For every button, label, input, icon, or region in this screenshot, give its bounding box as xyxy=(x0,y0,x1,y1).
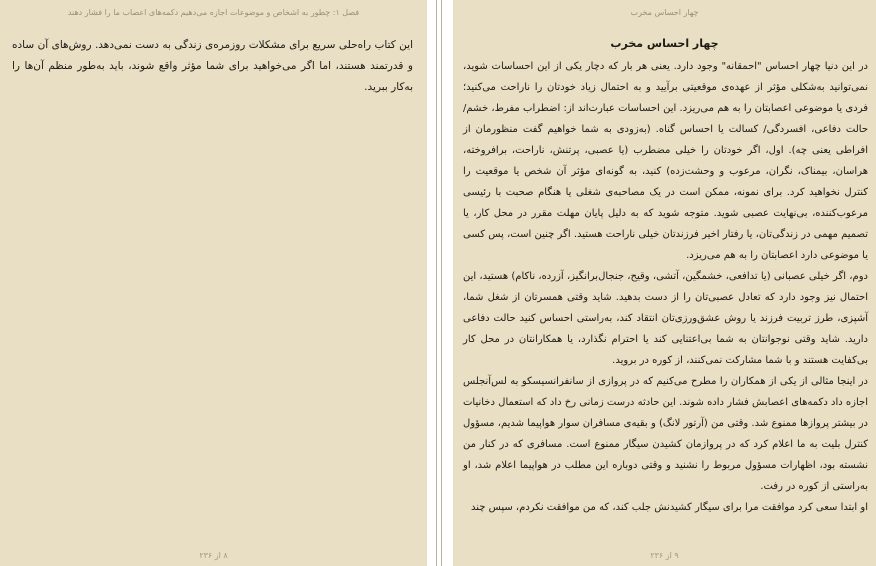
right-page-body xyxy=(463,56,868,518)
gutter-divider-left xyxy=(436,0,437,566)
right-page-number: ۹ از ۲۳۶ xyxy=(650,551,679,560)
left-page-header: فصل ۱: چطور به اشخاص و موضوعات اجازه می‌دهیم دکمه‌های اعصاب ما را فشار دهند xyxy=(67,8,360,17)
chapter-title: چهار احساس مخرب xyxy=(610,37,719,50)
left-page-body xyxy=(12,35,413,98)
right-page-header: چهار احساس مخرب xyxy=(630,8,699,17)
gutter-divider-right xyxy=(441,0,442,566)
paragraph-3: در اینجا مثالی از یکی از همکاران را مطرح می‌کنیم که در پروازی از سانفرانسیسکو به لس‌آنجلس اجازه داد دکمه‌های اعصابش فشار داده شوند. این حادثه درست زمانی رخ داد که استعمال دخانیات در بیشتر پروازها ممنوع شد. وقتی من (آرتور لانگ) و بقیه‌ی مسافران سوار هواپیما شدیم، مسؤول کنترل بلیت به ما اعلام کرد که در پروازمان کشیدن سیگار ممنوع است. مسافری که در کنار من نشسته بود، اظهارات مسؤول مربوط را نشنید و وقتی دوباره این مطلب در هواپیما اعلام شد، او به‌راستی از کوره در رفت. xyxy=(463,376,868,492)
left-page xyxy=(0,0,427,566)
paragraph-2: دوم، اگر خیلی عصبانی (یا تدافعی، خشمگین، آتشی، وقیح، جنجال‌برانگیز، آزرده، ناکام) هستید، این احتمال نیز وجود دارد که تعادل عصبی‌تان را از دست بدهید. شاید وقتی همسرتان از شغل شما، آشپزی، طرز تربیت فرزند یا روش عشق‌ورزی‌تان انتقاد کند، به‌راستی احساس کنید حالت دفاعی دارید. شاید وقتی نوجوانتان به شما بی‌اعتنایی کند یا احترام نگذارد، یا همکارانتان در محل کار بی‌کفایت هستند و با شما مشارکت نمی‌کنند، از کوره در بروید. xyxy=(463,271,868,366)
left-page-paragraph: این کتاب راه‌حلی سریع برای مشکلات روزمره‌ی زندگی به دست نمی‌دهد. روش‌های آن ساده و قدرتمند هستند، اما اگر می‌خواهید برای شما مؤثر واقع شوند، باید به‌طور منظم آن‌ها را به‌کار ببرید. xyxy=(12,39,413,93)
right-page xyxy=(453,0,876,566)
paragraph-4: او ابتدا سعی کرد موافقت مرا برای سیگار کشیدنش جلب کند، که من موافقت نکردم، سپس چند xyxy=(470,502,868,513)
left-page-number: ۸ از ۲۳۶ xyxy=(199,551,228,560)
paragraph-1: در این دنیا چهار احساس "احمقانه" وجود دارد. یعنی هر بار که دچار یکی از این احساسات شوید، نمی‌توانید به‌شکلی مؤثر از عهده‌ی موقعیتی برآیید و به احتمال زیاد خودتان را ناراحت می‌کنید؛ فردی یا موضوعی اعصابتان را به هم می‌ریزد. این احساسات عبارت‌اند از: اضطراب مفرط، خشم/ حالت دفاعی، افسردگی/ کسالت یا احساس گناه. (به‌زودی به شما خواهیم گفت منظورمان از افراطی یعنی چه). اول، اگر خودتان را خیلی مضطرب (یا عصبی، پرتنش، ناراحت، برافروخته، هراسان، بیمناک، نگران، مرعوب و وحشت‌زده) کنید، به گونه‌ای مؤثر آن شخص یا موقعیت را کنترل نخواهید کرد. برای نمونه، ممکن است در یک مصاحبه‌ی شغلی یا هنگام صحبت با رئیسی مرعوب‌کننده، بی‌نهایت عصبی شوید. متوجه شوید که به دلیل پایان مهلت مقرر در محل کار، یا تصمیم مهمی در زندگی‌تان، یا رفتار اخیر فرزندتان خیلی ناراحت هستید. اگر چنین است، پس کسی یا موضوعی دارد اعصابتان را به هم می‌ریزد. xyxy=(463,61,868,261)
